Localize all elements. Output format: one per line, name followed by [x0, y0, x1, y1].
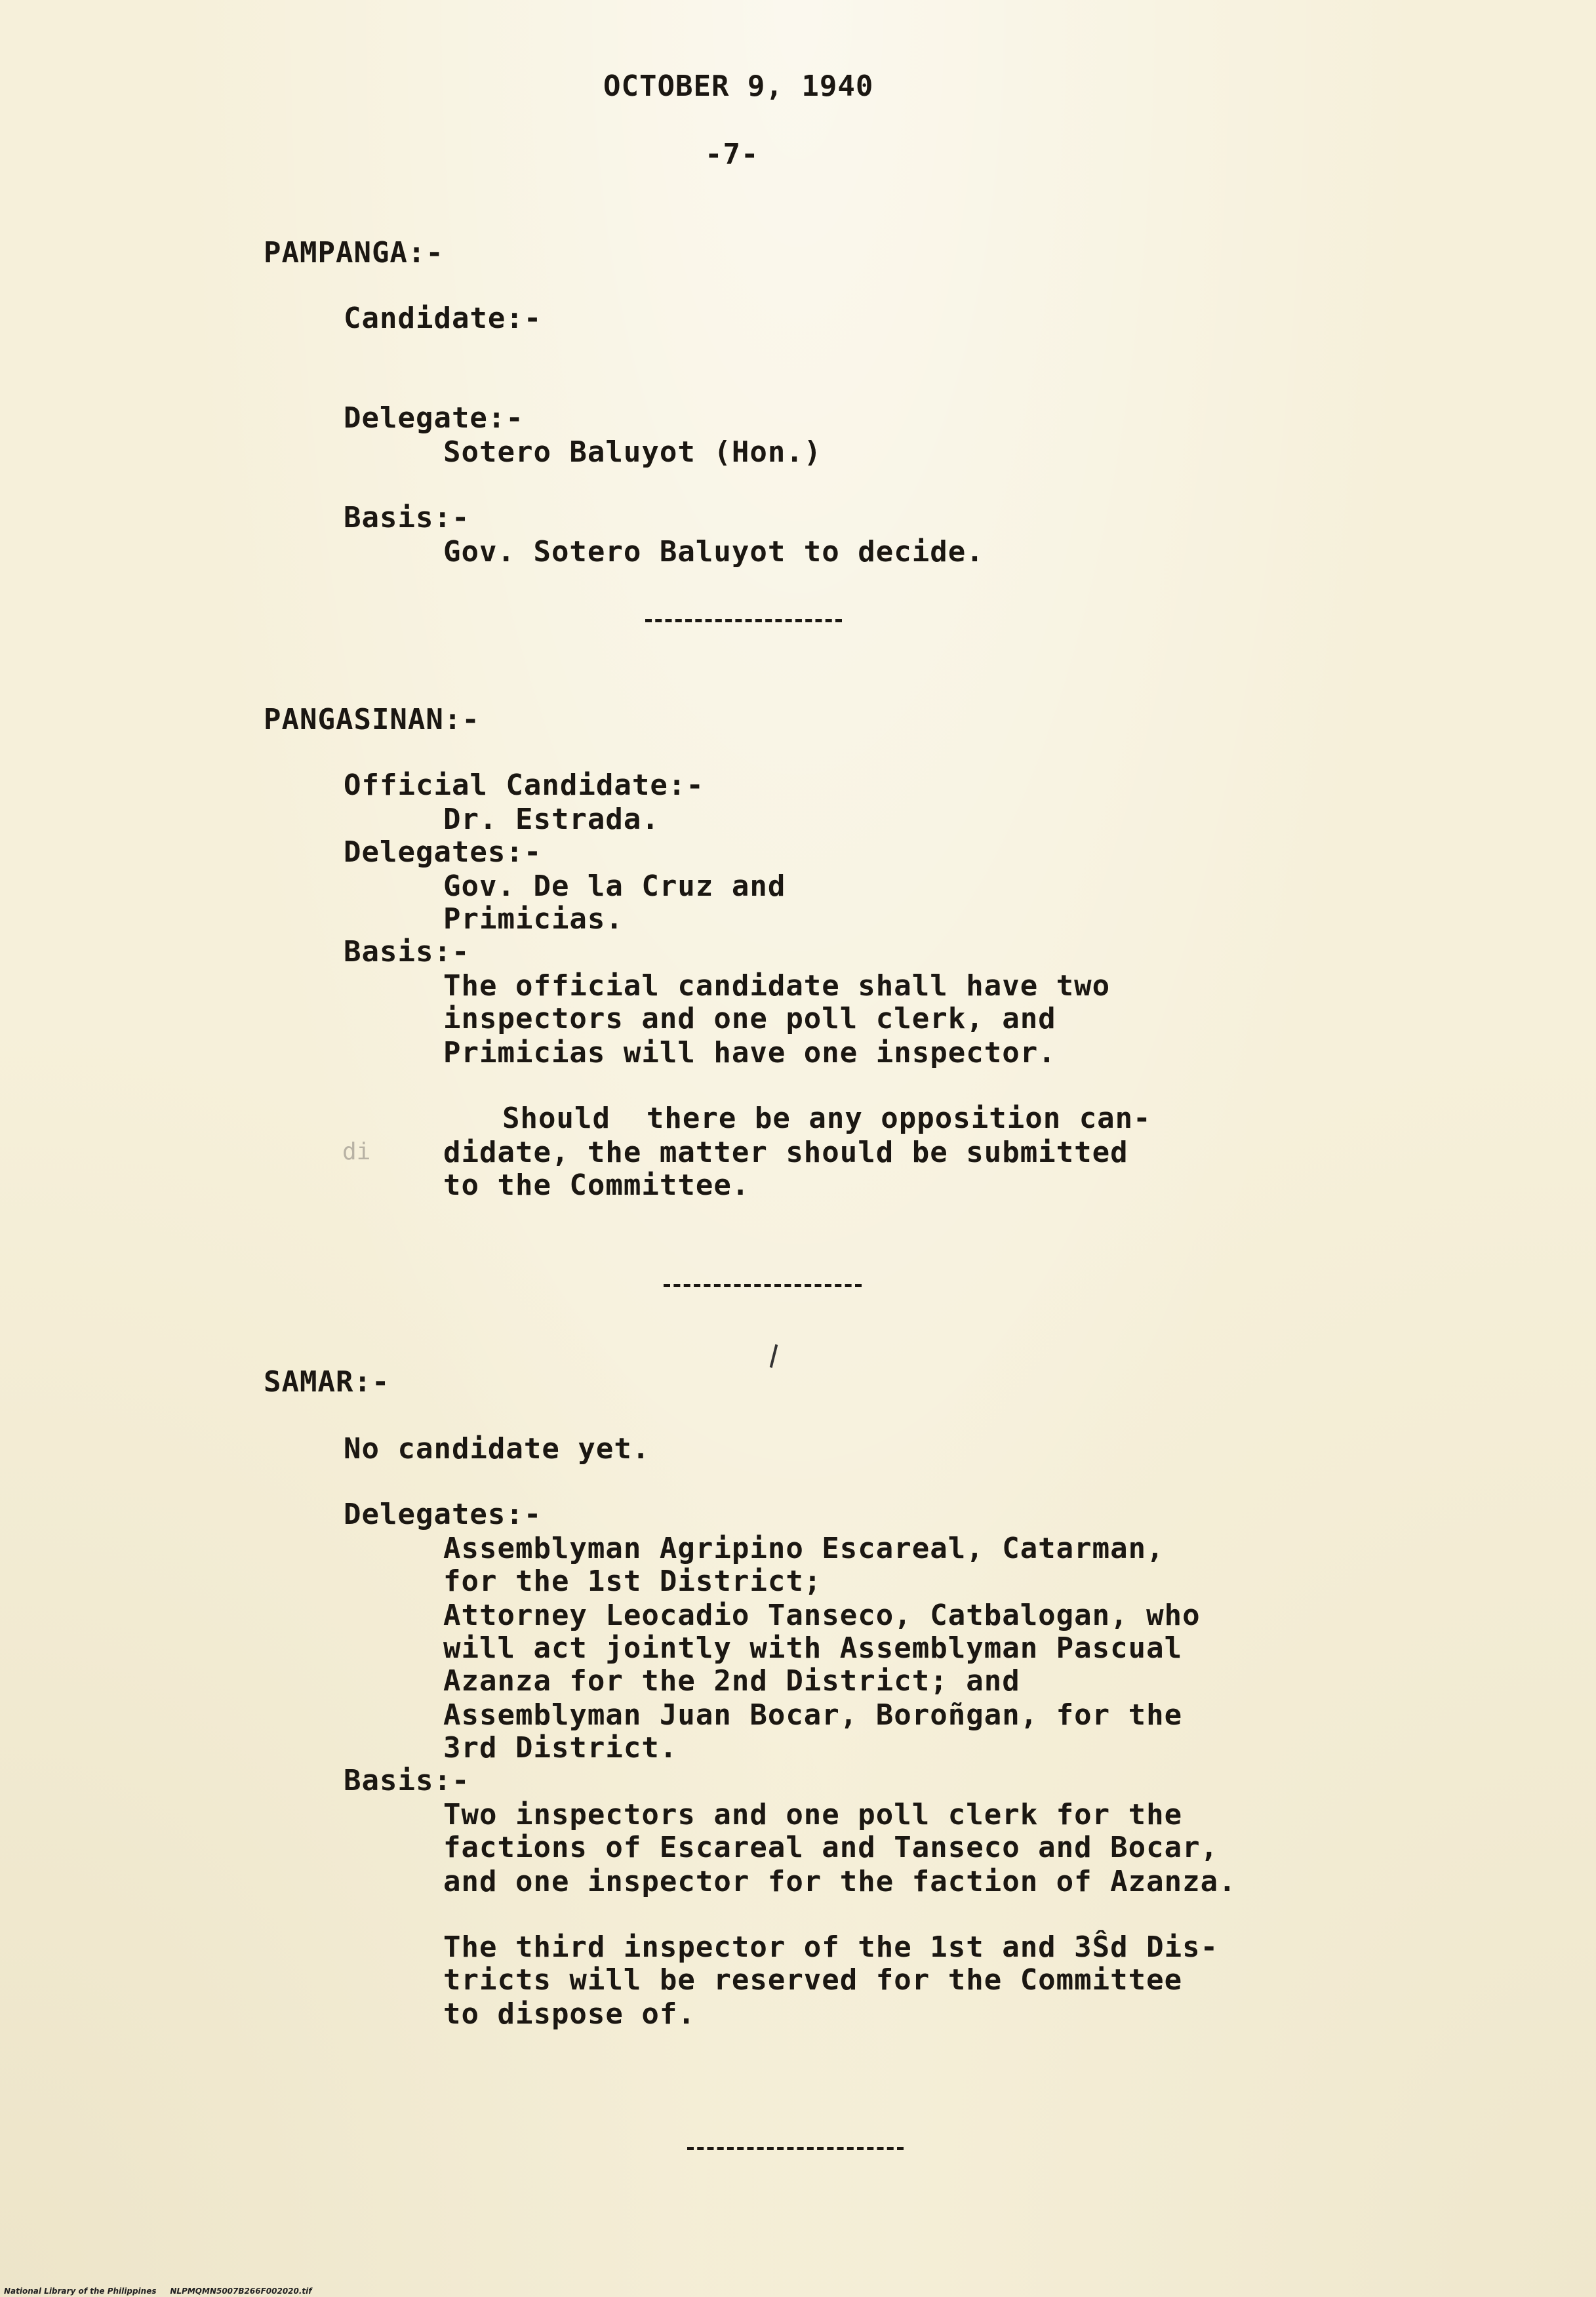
- ghost-impression-text: di: [342, 1138, 371, 1165]
- samar-basis-line: Two inspectors and one poll clerk for the: [443, 1798, 1183, 1831]
- section-heading-samar: SAMAR:-: [264, 1365, 390, 1399]
- section-divider: [645, 619, 842, 622]
- samar-basis-line: factions of Escareal and Tanseco and Bocar,: [443, 1831, 1219, 1864]
- pampanga-basis-label: Basis:-: [344, 501, 470, 534]
- scan-source-footer: National Library of the Philippines NLPMQMN5007B266F002020.tif: [4, 2287, 312, 2296]
- samar-delegate-line: will act jointly with Assemblyman Pascual: [443, 1631, 1183, 1665]
- pampanga-basis-value: Gov. Sotero Baluyot to decide.: [443, 535, 984, 569]
- document-date: OCTOBER 9, 1940: [603, 70, 874, 103]
- samar-note-line: The third inspector of the 1st and 3Ŝd Dis-: [443, 1930, 1219, 1964]
- samar-note-line: tricts will be reserved for the Committee: [443, 1963, 1183, 1997]
- samar-delegate-line: Attorney Leocadio Tanseco, Catbalogan, who: [443, 1599, 1201, 1632]
- section-divider: [687, 2147, 904, 2150]
- pencil-mark: [770, 1344, 778, 1368]
- section-heading-pampanga: PAMPANGA:-: [264, 236, 444, 270]
- section-heading-pangasinan: PANGASINAN:-: [264, 703, 480, 736]
- samar-basis-line: and one inspector for the faction of Azanza.: [443, 1865, 1237, 1898]
- samar-delegate-line: for the 1st District;: [443, 1565, 822, 1598]
- pangasinan-official-candidate-value: Dr. Estrada.: [443, 803, 660, 836]
- samar-delegate-line: Assemblyman Juan Bocar, Boroñgan, for the: [443, 1698, 1183, 1732]
- pangasinan-official-candidate-label: Official Candidate:-: [344, 769, 704, 802]
- pangasinan-basis-label: Basis:-: [344, 935, 470, 969]
- pangasinan-note-line: to the Committee.: [443, 1168, 750, 1202]
- pampanga-candidate-label: Candidate:-: [344, 302, 542, 335]
- samar-basis-label: Basis:-: [344, 1764, 470, 1797]
- pampanga-delegate-label: Delegate:-: [344, 401, 524, 435]
- pangasinan-delegate-line: Gov. De la Cruz and: [443, 869, 786, 903]
- pangasinan-delegate-line: Primicias.: [443, 902, 624, 936]
- pangasinan-delegates-label: Delegates:-: [344, 835, 542, 869]
- pangasinan-basis-line: Primicias will have one inspector.: [443, 1036, 1056, 1069]
- samar-no-candidate: No candidate yet.: [344, 1432, 650, 1466]
- pangasinan-note-line: didate, the matter should be submitted: [443, 1136, 1128, 1169]
- samar-note-line: to dispose of.: [443, 1997, 696, 2031]
- samar-delegates-label: Delegates:-: [344, 1498, 542, 1531]
- samar-delegate-line: Assemblyman Agripino Escareal, Catarman,: [443, 1532, 1165, 1565]
- section-divider: [664, 1284, 862, 1287]
- samar-delegate-line: Azanza for the 2nd District; and: [443, 1664, 1020, 1698]
- page-number: -7-: [705, 138, 759, 171]
- pangasinan-note-line: Should there be any opposition can-: [502, 1102, 1151, 1135]
- pangasinan-basis-line: inspectors and one poll clerk, and: [443, 1002, 1056, 1035]
- pampanga-delegate-value: Sotero Baluyot (Hon.): [443, 435, 822, 469]
- samar-delegate-line: 3rd District.: [443, 1731, 678, 1765]
- pangasinan-basis-line: The official candidate shall have two: [443, 969, 1111, 1003]
